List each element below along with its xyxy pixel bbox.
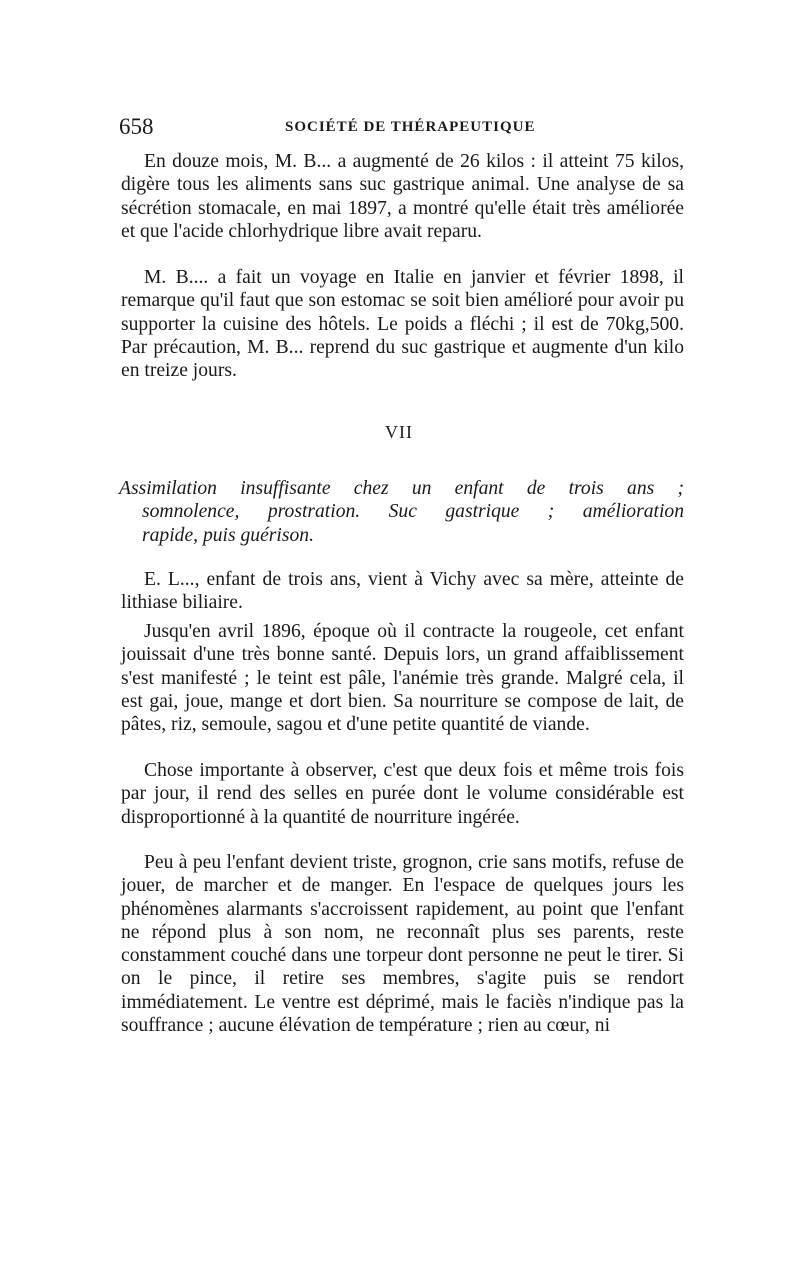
paragraph-symptoms [121,851,684,1037]
section-number: VII [385,422,413,442]
section-title [119,477,684,547]
paragraph-text: En douze mois, M. B... a augmenté de 26 kilos : il atteint 75 kilos, digère tous les aliments sans suc gastrique animal. Une analyse de sa sécrétion stomacale, en mai 1897, a montré qu'elle était très améliorée et que l'acide chlorhydrique libre avait reparu. [121,151,684,242]
page-number: 658 [119,114,154,139]
paragraph-text: M. B.... a fait un voyage en Italie en janvier et février 1898, il remarque qu'il faut que son estomac se soit bien amélioré pour avoir pu supporter la cuisine des hôtels. Le poids a fléchi ; il est de 70kg,500. Par précaution, M. B... reprend du suc gastrique et augmente d'un kilo en treize jours. [121,267,684,382]
paragraph-text: Chose importante à observer, c'est que deux fois et même trois fois par jour, il rend des selles en purée dont le volume considérable est disproportionné à la quantité de nourriture ingérée. [121,760,684,828]
page-header [119,114,684,142]
paragraph-patient-intro [121,568,684,615]
section-title-line: Assimilation insuffisante chez un enfant de trois ans ; [119,478,684,499]
paragraph-history [121,620,684,736]
paragraph-text: E. L..., enfant de trois ans, vient à Vichy avec sa mère, atteinte de lithiase biliaire. [121,569,684,614]
paragraph-text: Jusqu'en avril 1896, époque où il contracte la rougeole, cet enfant jouissait d'une très bonne santé. Depuis lors, un grand affaiblissement s'est manifesté ; le teint est pâle, l'anémie très grande. Malgré cela, il est gai, joue, mange et dort bien. Sa nourriture se compose de lait, de pâtes, riz, semoule, sagou et d'une petite quantité de viande. [121,621,684,736]
paragraph-stools [121,759,684,829]
paragraph-weight-gain [121,150,684,243]
paragraph-italy-trip [121,266,684,382]
paragraph-text: Peu à peu l'enfant devient triste, grognon, crie sans motifs, refuse de jouer, de marcher et de manger. En l'espace de quelques jours les phénomènes alarmants s'accroissent rapidement, au point que l'enfant ne répond plus à son nom, ne reconnaît plus ses parents, reste constamment couché dans une torpeur dont personne ne peut le tirer. Si on le pince, il retire ses membres, s'agite puis se rendort immédiatement. Le ventre est déprimé, mais le faciès n'indique pas la souffrance ; aucune élévation de température ; rien au cœur, ni [121,852,684,1037]
running-head: SOCIÉTÉ DE THÉRAPEUTIQUE [285,119,536,135]
section-title-line: somnolence, prostration. Suc gastrique ; amélioration [142,501,684,523]
section-title-line: rapide, puis guérison. [142,524,314,546]
